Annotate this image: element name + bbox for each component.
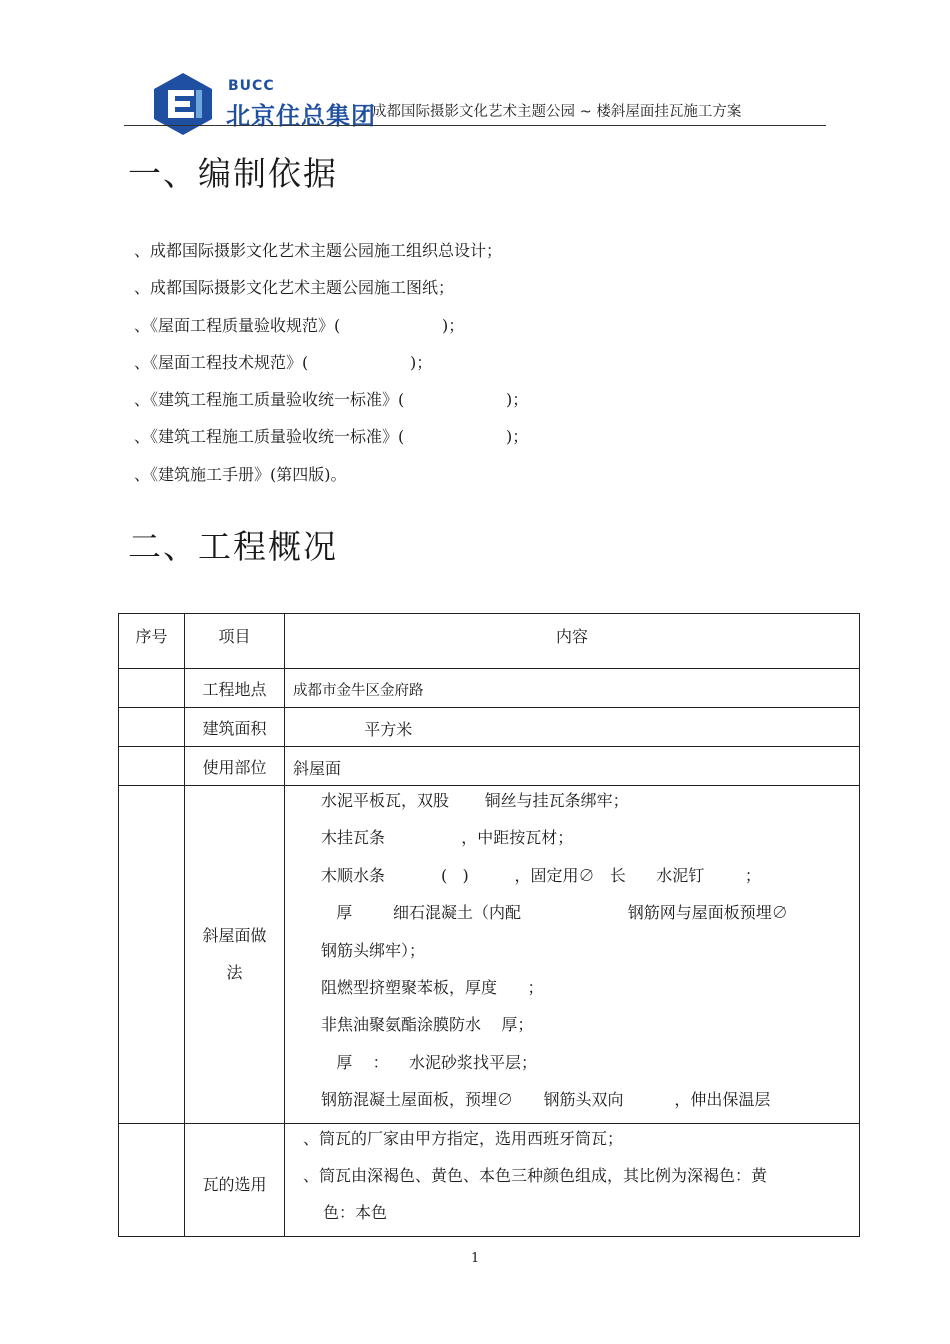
item-cell: 工程地点 (185, 669, 285, 708)
company-logo (152, 72, 402, 136)
bucc-hexagon-icon (152, 72, 214, 136)
content-cell: 平方米 (285, 708, 860, 747)
tile-line: 色：本色 (323, 1203, 388, 1223)
page-number: 1 (471, 1251, 480, 1266)
header-cell-index: 序号 (119, 614, 185, 669)
table-row-roof-method (119, 786, 860, 1124)
reference-item: 、成都国际摄影文化艺术主题公园施工组织总设计； (134, 241, 503, 260)
reference-item: 、《屋面工程质量验收规范》( )； (134, 315, 465, 335)
index-cell (119, 708, 185, 747)
section-title-basis: 一、编制依据 (128, 154, 338, 193)
index-cell (119, 1123, 185, 1236)
index-cell (119, 786, 185, 1124)
item-cell: 斜屋面做法 (185, 786, 285, 1124)
content-cell (285, 1123, 860, 1236)
reference-item: 、《屋面工程技术规范》( )； (134, 352, 433, 372)
method-line: 木挂瓦条 ，中距按瓦材； (321, 828, 574, 848)
content-cell (285, 786, 860, 1124)
item-cell: 瓦的选用 (185, 1123, 285, 1236)
header-cell-content: 内容 (285, 614, 860, 669)
method-line: 厚 ： 水泥砂浆找平层； (321, 1052, 537, 1072)
method-line: 钢筋混凝土屋面板，预埋∅ 钢筋头双向 ，伸出保温层 (321, 1090, 771, 1110)
index-cell (119, 669, 185, 708)
header-cell-item: 项目 (185, 614, 285, 669)
section-title-overview: 二、工程概况 (128, 527, 338, 566)
content-cell: 成都市金牛区金府路 (285, 669, 860, 708)
tile-line: 、筒瓦由深褐色、黄色、本色三种颜色组成，其比例为深褐色：黄 (303, 1165, 768, 1185)
method-line: 厚 细石混凝土（内配 钢筋网与屋面板预埋∅ (321, 903, 788, 923)
reference-list (134, 240, 528, 501)
item-cell: 建筑面积 (185, 708, 285, 747)
item-cell: 使用部位 (185, 747, 285, 786)
tile-line: 、筒瓦的厂家由甲方指定，选用西班牙筒瓦； (303, 1128, 624, 1148)
reference-item: 、《建筑施工手册》(第四版)。 (134, 464, 347, 484)
project-overview-table (118, 613, 860, 1237)
method-line: 阻燃型挤塑聚苯板，厚度 ； (321, 977, 544, 997)
logo-english-text: BUCC (228, 78, 275, 94)
table-row (119, 708, 860, 747)
table-row (119, 747, 860, 786)
content-cell: 斜屋面 (285, 747, 860, 786)
header-divider (124, 125, 826, 126)
method-line: 非焦油聚氨酯涂膜防水 厚； (321, 1015, 534, 1035)
index-cell (119, 747, 185, 786)
reference-item: 、《建筑工程施工质量验收统一标准》( )； (134, 427, 529, 447)
reference-item: 、《建筑工程施工质量验收统一标准》( )； (134, 390, 529, 410)
method-line: 木顺水条 ( ) ，固定用∅ 长 水泥钉 ； (321, 865, 761, 885)
table-header-row (119, 614, 860, 669)
logo-chinese-text: 北京住总集团 (226, 102, 376, 130)
method-line: 钢筋头绑牢）； (321, 940, 426, 960)
reference-item: 、成都国际摄影文化艺术主题公园施工图纸； (134, 278, 455, 298)
document-header-title: 成都国际摄影文化艺术主题公园 ~ 楼斜屋面挂瓦施工方案 (372, 104, 742, 120)
table-row (119, 669, 860, 708)
table-row-tile-selection (119, 1123, 860, 1236)
method-line: 水泥平板瓦，双股 铜丝与挂瓦条绑牢； (321, 791, 629, 810)
